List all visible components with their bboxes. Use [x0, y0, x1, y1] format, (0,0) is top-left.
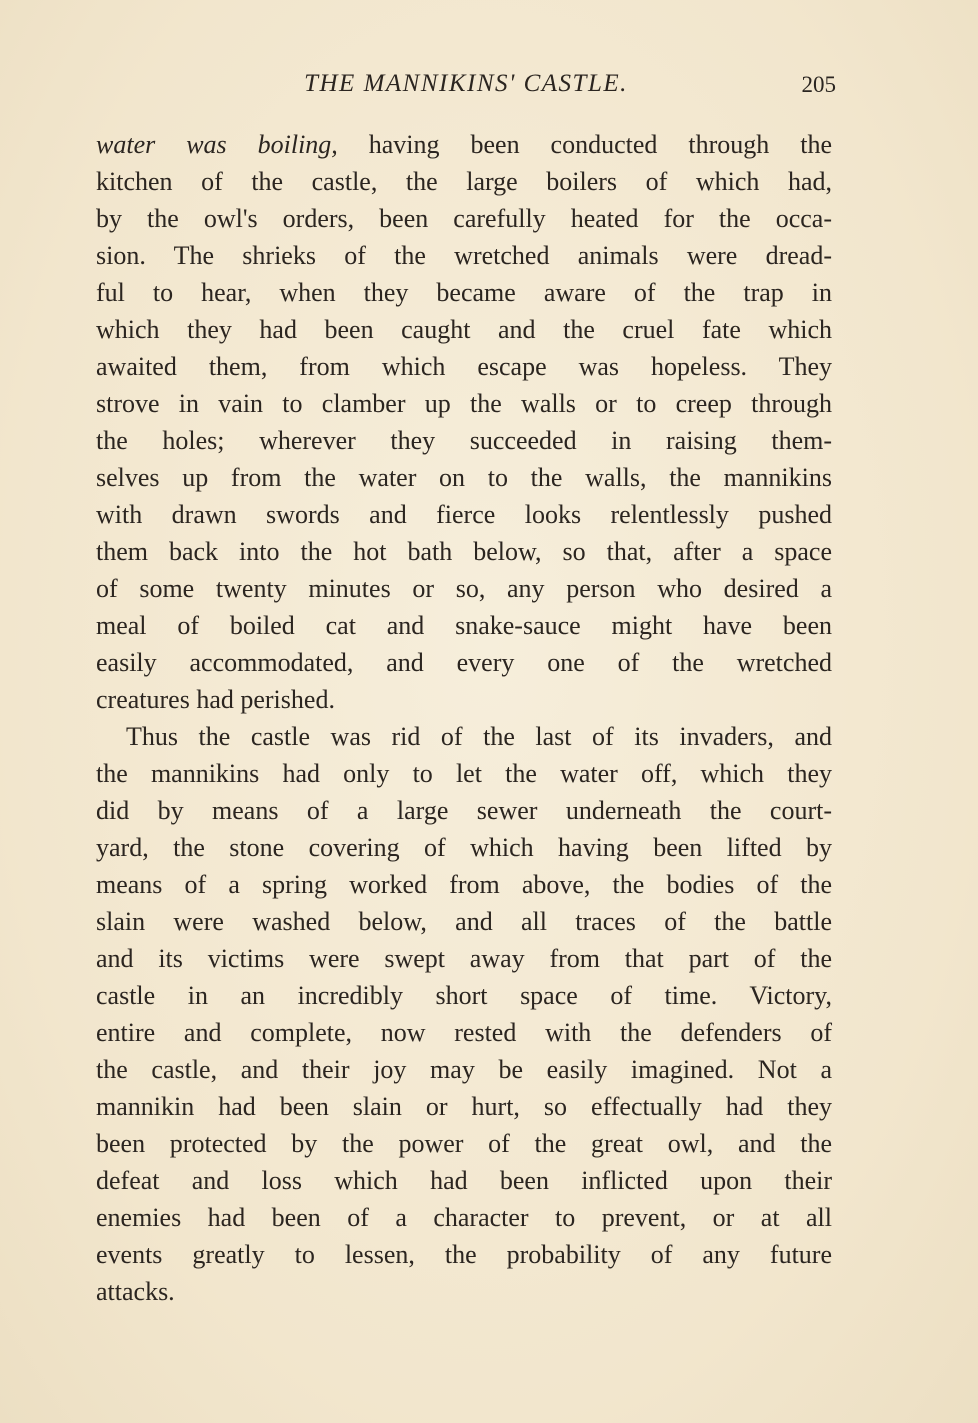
page-number: 205 — [801, 72, 836, 97]
text-line: slain were washed below, and all traces of the battle — [96, 907, 832, 936]
text-line: mannikin had been slain or hurt, so effectually had they — [96, 1092, 832, 1121]
running-title: THE MANNIKINS' CASTLE. — [304, 70, 628, 97]
text-line: which they had been caught and the cruel fate which — [96, 315, 832, 344]
text-line: kitchen of the castle, the large boilers of which had, — [96, 167, 832, 196]
body-text — [96, 126, 832, 1310]
text-line: the mannikins had only to let the water off, which they — [96, 759, 832, 788]
text-line: did by means of a large sewer underneath the court- — [96, 796, 832, 825]
text-line: the holes; wherever they succeeded in raising them- — [96, 426, 832, 455]
text-line: Thus the castle was rid of the last of its invaders, and — [126, 722, 832, 751]
text-line: selves up from the water on to the walls, the mannikins — [96, 463, 832, 492]
text-line: events greatly to lessen, the probability of any future — [96, 1240, 832, 1269]
line-text: having been conducted through the — [337, 130, 832, 159]
text-line: creatures had perished. — [96, 685, 335, 714]
text-line: sion. The shrieks of the wretched animals were dread- — [96, 241, 832, 270]
page-header — [96, 66, 836, 106]
text-line: and its victims were swept away from that part of the — [96, 944, 832, 973]
text-line: strove in vain to clamber up the walls or to creep through — [96, 389, 832, 418]
text-line: with drawn swords and fierce looks relentlessly pushed — [96, 500, 832, 529]
text-line: of some twenty minutes or so, any person who desired a — [96, 574, 832, 603]
text-line: means of a spring worked from above, the bodies of the — [96, 870, 832, 899]
text-line: yard, the stone covering of which having been lifted by — [96, 833, 832, 862]
text-line — [96, 126, 832, 163]
text-line: meal of boiled cat and snake-sauce might have been — [96, 611, 832, 640]
text-line: by the owl's orders, been carefully heated for the occa- — [96, 204, 832, 233]
text-line: attacks. — [96, 1277, 175, 1306]
text-line: entire and complete, now rested with the defenders of — [96, 1018, 832, 1047]
text-line: enemies had been of a character to prevent, or at all — [96, 1203, 832, 1232]
text-line: them back into the hot bath below, so that, after a space — [96, 537, 832, 566]
text-line: been protected by the power of the great owl, and the — [96, 1129, 832, 1158]
text-line: easily accommodated, and every one of the wretched — [96, 648, 832, 677]
text-line: defeat and loss which had been inflicted upon their — [96, 1166, 832, 1195]
text-line: the castle, and their joy may be easily imagined. Not a — [96, 1055, 832, 1084]
text-line: ful to hear, when they became aware of the trap in — [96, 278, 832, 307]
text-line: castle in an incredibly short space of time. Victory, — [96, 981, 832, 1010]
text-line: awaited them, from which escape was hopeless. They — [96, 352, 832, 381]
italic-phrase: water was boiling, — [96, 130, 338, 159]
